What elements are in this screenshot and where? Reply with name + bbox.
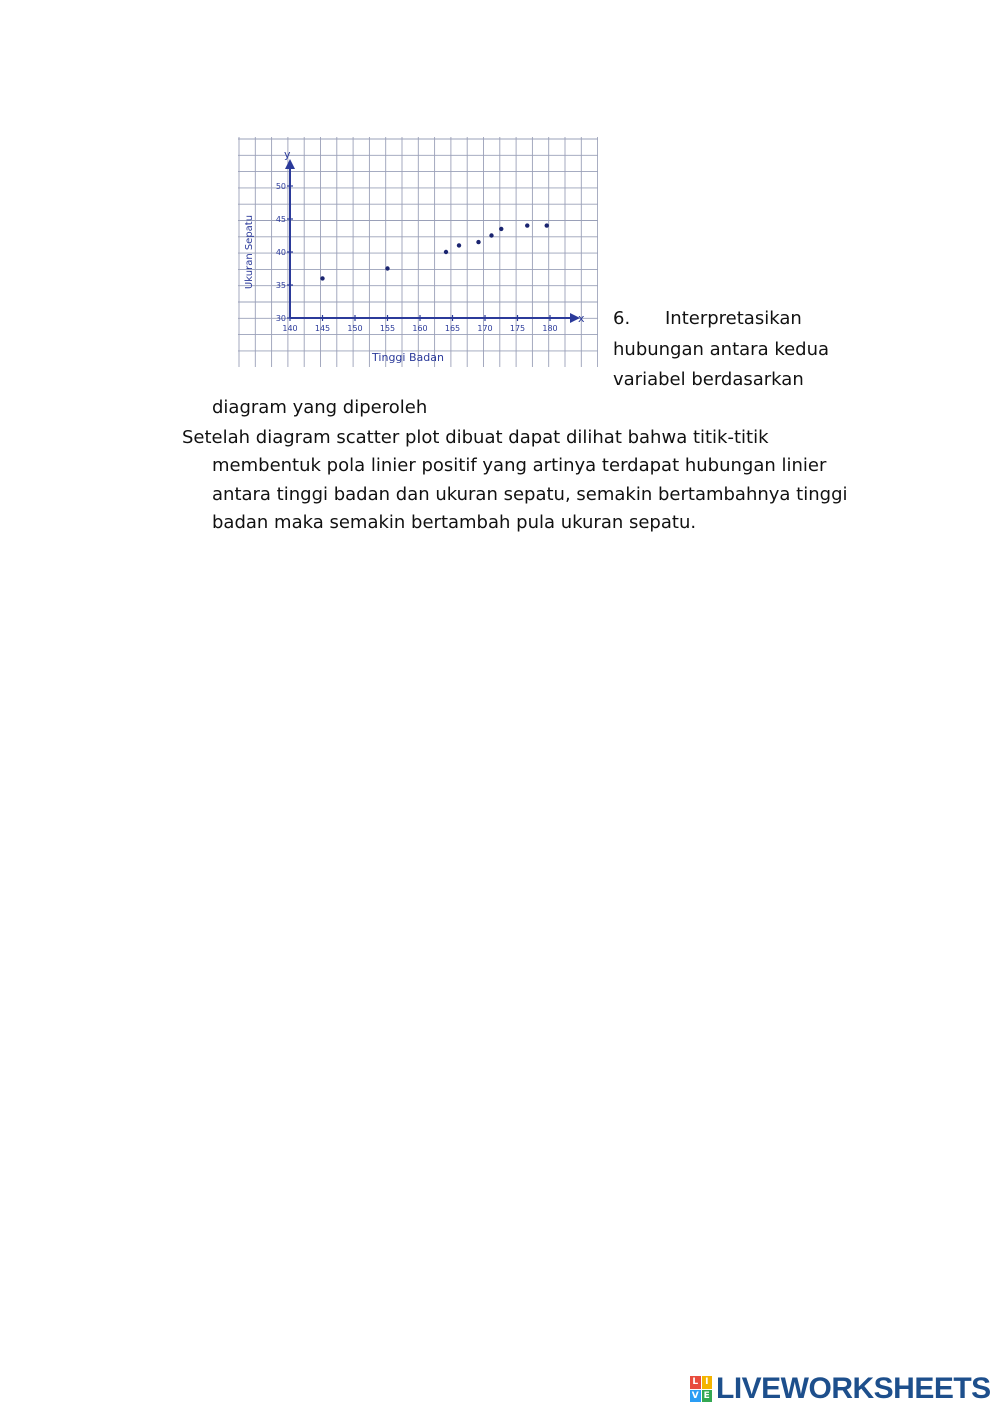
- question-text-line-1: Interpretasikan: [665, 308, 802, 329]
- question-text-line-3: variabel berdasarkan: [613, 369, 804, 390]
- x-tick-label: 165: [444, 324, 461, 333]
- data-point: [457, 243, 461, 247]
- scatter-plot: [238, 137, 598, 367]
- x-tick-label: 145: [314, 324, 331, 333]
- question-number: 6.: [613, 308, 631, 329]
- y-axis-letter: y: [284, 148, 291, 161]
- data-point: [444, 250, 448, 254]
- data-point: [525, 223, 529, 227]
- answer-paragraph: Setelah diagram scatter plot dibuat dapat dilihat bahwa titik-titik membentuk pola linier positif yang artinya terdapat hubungan linier antara tinggi badan dan ukuran sepatu, semakin bertambahnya tinggi badan maka semakin bertambah pula ukuran sepatu.: [182, 427, 848, 533]
- data-point: [545, 223, 549, 227]
- data-point: [476, 240, 480, 244]
- logo-letter: E: [702, 1390, 713, 1403]
- data-point: [489, 233, 493, 237]
- logo-mark-icon: [690, 1376, 712, 1402]
- question-text-line-2: hubungan antara kedua: [613, 338, 830, 360]
- question-line-1: [613, 304, 843, 335]
- x-tick-label: 180: [542, 324, 558, 333]
- x-axis-letter: x: [578, 312, 585, 325]
- x-tick-label: 170: [477, 324, 493, 333]
- logo-letter: L: [690, 1376, 701, 1389]
- x-tick-label: 175: [509, 324, 526, 333]
- y-tick-label: 50: [275, 182, 286, 191]
- y-tick-label: 45: [275, 215, 286, 224]
- y-axis-label: Ukuran Sepatu: [244, 214, 255, 290]
- question-text: [613, 304, 843, 396]
- liveworksheets-logo: [690, 1372, 991, 1406]
- x-tick-label: 155: [379, 324, 396, 333]
- x-tick-label: 140: [282, 324, 298, 333]
- y-tick-label: 30: [275, 314, 286, 323]
- logo-text: LIVEWORKSHEETS: [716, 1372, 991, 1405]
- y-tick-label: 35: [275, 281, 286, 290]
- data-point: [499, 227, 503, 231]
- data-point: [385, 266, 389, 270]
- y-tick-label: 40: [275, 248, 286, 257]
- data-point: [320, 276, 324, 280]
- x-axis-label: Tinggi Badan: [372, 351, 444, 364]
- x-tick-label: 160: [412, 324, 428, 333]
- question-continuation: diagram yang diperoleh: [212, 397, 428, 418]
- scatter-plot-figure: [238, 137, 598, 367]
- x-tick-label: 150: [347, 324, 363, 333]
- logo-letter: I: [702, 1376, 713, 1389]
- logo-letter: V: [691, 1390, 699, 1401]
